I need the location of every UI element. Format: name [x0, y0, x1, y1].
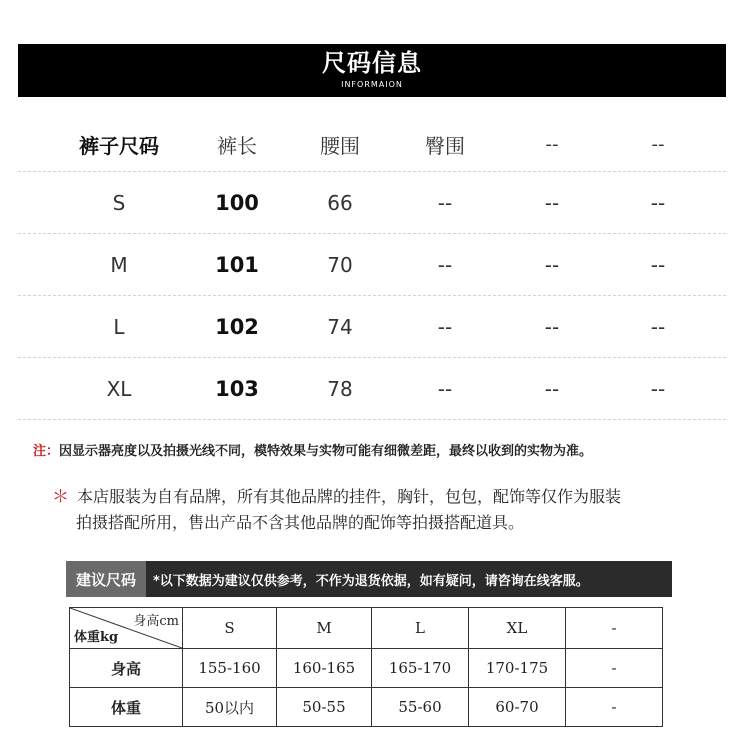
hip-value: -- [437, 314, 453, 339]
note-label: 注： [33, 444, 60, 459]
note-text: 因显示器亮度以及拍摄光线不同，模特效果与实物可能有细微差距，最终以收到的实物为准。 [59, 444, 593, 459]
table-row [70, 608, 663, 649]
col5-value: -- [650, 314, 666, 339]
height-value-s: 155-160 [183, 649, 277, 688]
col-header-s: S [183, 608, 277, 649]
waist-value: 78 [327, 376, 353, 401]
length-value: 103 [215, 376, 259, 401]
row-label-height: 身高 [70, 649, 183, 688]
col-header-l: L [372, 608, 469, 649]
size-info-banner [18, 44, 726, 97]
size-label: S [112, 190, 126, 215]
length-value: 101 [215, 252, 259, 277]
col5-value: -- [650, 376, 666, 401]
display-disclaimer [33, 440, 748, 459]
corner-height-label: 身高cm [133, 614, 179, 629]
weight-value-extra: - [566, 688, 663, 727]
waist-value: 70 [327, 252, 353, 277]
table-row [18, 234, 726, 296]
col5-value: -- [650, 252, 666, 277]
size-label: XL [106, 376, 132, 401]
col-header-xl: XL [469, 608, 566, 649]
col-header-extra: - [566, 608, 663, 649]
table-row [70, 688, 663, 727]
recommended-size-header [66, 561, 672, 597]
row-label-weight: 体重 [70, 688, 183, 727]
table-row [18, 358, 726, 420]
size-label: M [110, 252, 128, 277]
weight-value-s: 50以内 [183, 688, 277, 727]
height-value-extra: - [566, 649, 663, 688]
banner-subtitle: INFORMAION [341, 80, 403, 89]
hip-value: -- [437, 376, 453, 401]
length-value: 102 [215, 314, 259, 339]
corner-weight-label: 体重kg [74, 630, 119, 645]
asterisk-icon: ＊ [52, 487, 69, 507]
header-hip: 臀围 [425, 134, 465, 158]
header-pants-length: 裤长 [217, 134, 257, 158]
table-row [70, 649, 663, 688]
weight-value-m: 50-55 [277, 688, 372, 727]
waist-value: 74 [327, 314, 353, 339]
header-pants-size: 裤子尺码 [79, 134, 159, 158]
weight-value-xl: 60-70 [469, 688, 566, 727]
col-header-m: M [277, 608, 372, 649]
col4-value: -- [544, 314, 560, 339]
pants-size-table [18, 118, 726, 420]
header-col-4: -- [545, 134, 559, 155]
weight-value-l: 55-60 [372, 688, 469, 727]
recommended-size-note: *以下数据为建议仅供参考，不作为退货依据，如有疑问，请咨询在线客服。 [153, 573, 589, 589]
table-row [18, 296, 726, 358]
col4-value: -- [544, 376, 560, 401]
recommended-size-title: 建议尺码 [66, 561, 146, 597]
table-row [18, 172, 726, 234]
corner-header-cell [70, 608, 183, 649]
height-value-m: 160-165 [277, 649, 372, 688]
size-label: L [113, 314, 125, 339]
header-waist: 腰围 [320, 134, 360, 158]
height-value-xl: 170-175 [469, 649, 566, 688]
hip-value: -- [437, 252, 453, 277]
notice-line-1: 本店服装为自有品牌，所有其他品牌的挂件，胸针，包包，配饰等仅作为服装 [77, 487, 622, 506]
size-table-header [18, 118, 726, 172]
hip-value: -- [437, 190, 453, 215]
banner-title: 尺码信息 [322, 49, 422, 77]
col4-value: -- [544, 190, 560, 215]
length-value: 100 [215, 190, 259, 215]
recommended-size-table [69, 607, 663, 727]
notice-line-2: 拍摄搭配所用，售出产品不含其他品牌的配饰等拍摄搭配道具。 [76, 513, 525, 532]
col4-value: -- [544, 252, 560, 277]
waist-value: 66 [327, 190, 353, 215]
header-col-5: -- [651, 134, 665, 155]
height-value-l: 165-170 [372, 649, 469, 688]
brand-notice [52, 484, 750, 536]
col5-value: -- [650, 190, 666, 215]
